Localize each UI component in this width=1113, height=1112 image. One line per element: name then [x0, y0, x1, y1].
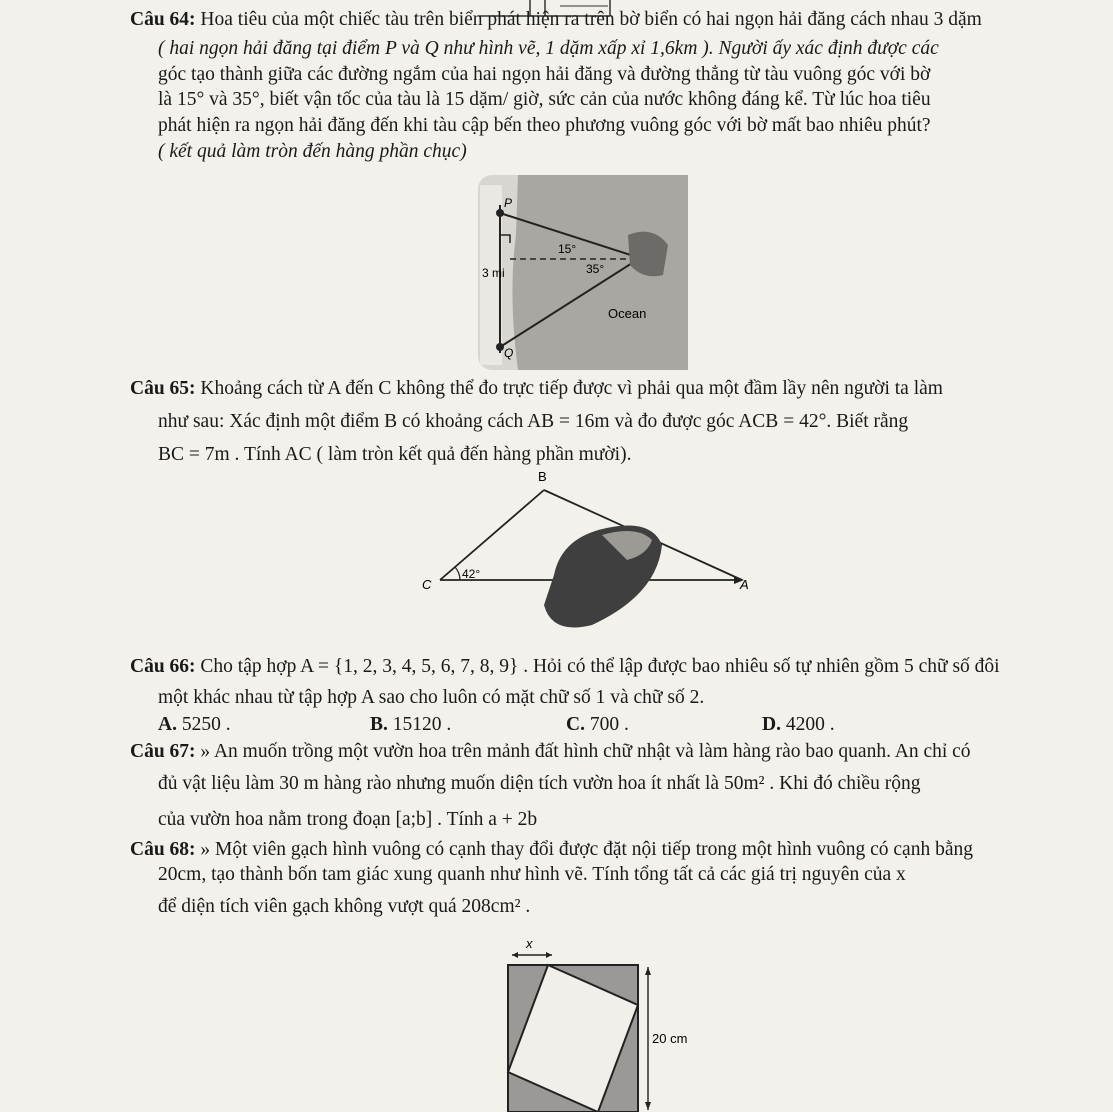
- q68-line1: Câu 68: » Một viên gạch hình vuông có cạnh thay đổi được đặt nội tiếp trong một hình vuông có cạnh bằng: [130, 839, 973, 860]
- q66-option-c[interactable]: C. 700 .: [566, 714, 629, 735]
- q66-option-a[interactable]: A. 5250 .: [158, 714, 231, 735]
- q68-line3: để diện tích viên gạch không vượt quá 208cm² .: [158, 896, 531, 917]
- q66-option-d[interactable]: D. 4200 .: [762, 714, 835, 735]
- side-20cm-label: 20 cm: [652, 1031, 688, 1046]
- angle-35-label: 35°: [586, 262, 605, 276]
- q67-label: Câu 67:: [130, 741, 196, 762]
- q66-line1: Câu 66: Cho tập hợp A = {1, 2, 3, 4, 5, 6, 7, 8, 9} . Hỏi có thể lập được bao nhiêu số tự nhiên gồm 5 chữ số đôi: [130, 656, 1000, 677]
- q64-label: Câu 64:: [130, 9, 196, 30]
- lighthouse-figure: [478, 175, 688, 370]
- point-p-label: P: [504, 196, 513, 210]
- q66-line2: một khác nhau từ tập hợp A sao cho luôn có mặt chữ số 1 và chữ số 2.: [158, 687, 705, 708]
- point-q-label: Q: [504, 346, 514, 360]
- q68-label: Câu 68:: [130, 839, 196, 860]
- q65-line2: như sau: Xác định một điểm B có khoảng cách AB = 16m và đo được góc ACB = 42°. Biết rằng: [158, 411, 909, 432]
- q65-line1: Câu 65: Khoảng cách từ A đến C không thể đo trực tiếp được vì phải qua một đầm lầy nên người ta làm: [130, 378, 943, 399]
- q64-line2: ( hai ngọn hải đăng tại điểm P và Q như hình vẽ, 1 dặm xấp xỉ 1,6km ). Người ấy xác định được các: [158, 38, 939, 59]
- q67-line1: Câu 67: » An muốn trồng một vườn hoa trên mảnh đất hình chữ nhật và làm hàng rào bao quanh. An chỉ có: [130, 741, 971, 762]
- q67-line2: đủ vật liệu làm 30 m hàng rào nhưng muốn diện tích vườn hoa ít nhất là 50m² . Khi đó chiều rộng: [158, 773, 921, 794]
- point-a-label: A: [740, 577, 749, 592]
- q67-line3: của vườn hoa nằm trong đoạn [a;b] . Tính a + 2b: [158, 809, 538, 830]
- x-label: x: [526, 936, 533, 951]
- swamp-triangle-figure: [412, 465, 752, 635]
- q64-line3: góc tạo thành giữa các đường ngắm của hai ngọn hải đăng và đường thẳng từ tàu vuông góc với bờ: [158, 64, 931, 85]
- q64-line5: phát hiện ra ngọn hải đăng đến khi tàu cập bến theo phương vuông góc với bờ mất bao nhiêu phút?: [158, 115, 931, 136]
- angle-42-label: 42°: [462, 567, 481, 581]
- point-c-label: C: [422, 577, 432, 592]
- q64-line4: là 15° và 35°, biết vận tốc của tàu là 15 dặm/ giờ, sức cản của nước không đáng kể. Từ lúc hoa tiêu: [158, 89, 931, 110]
- q66-label: Câu 66:: [130, 656, 196, 677]
- q65-label: Câu 65:: [130, 378, 196, 399]
- point-b-label: B: [538, 469, 547, 484]
- q64-line1: Câu 64: Hoa tiêu của một chiếc tàu trên biển phát hiện ra trên bờ biển có hai ngọn hải đăng cách nhau 3 dặm: [130, 9, 982, 30]
- q65-line3: BC = 7m . Tính AC ( làm tròn kết quả đến hàng phần mười).: [158, 444, 632, 465]
- distance-label: 3 mi: [482, 266, 505, 280]
- angle-15-label: 15°: [558, 242, 577, 256]
- q64-line6: ( kết quả làm tròn đến hàng phần chục): [158, 141, 467, 162]
- ocean-label: Ocean: [608, 306, 647, 321]
- q68-line2: 20cm, tạo thành bốn tam giác xung quanh như hình vẽ. Tính tổng tất cả các giá trị nguyên của x: [158, 864, 906, 885]
- tile-square-figure: [500, 935, 690, 1112]
- q66-option-b[interactable]: B. 15120 .: [370, 714, 452, 735]
